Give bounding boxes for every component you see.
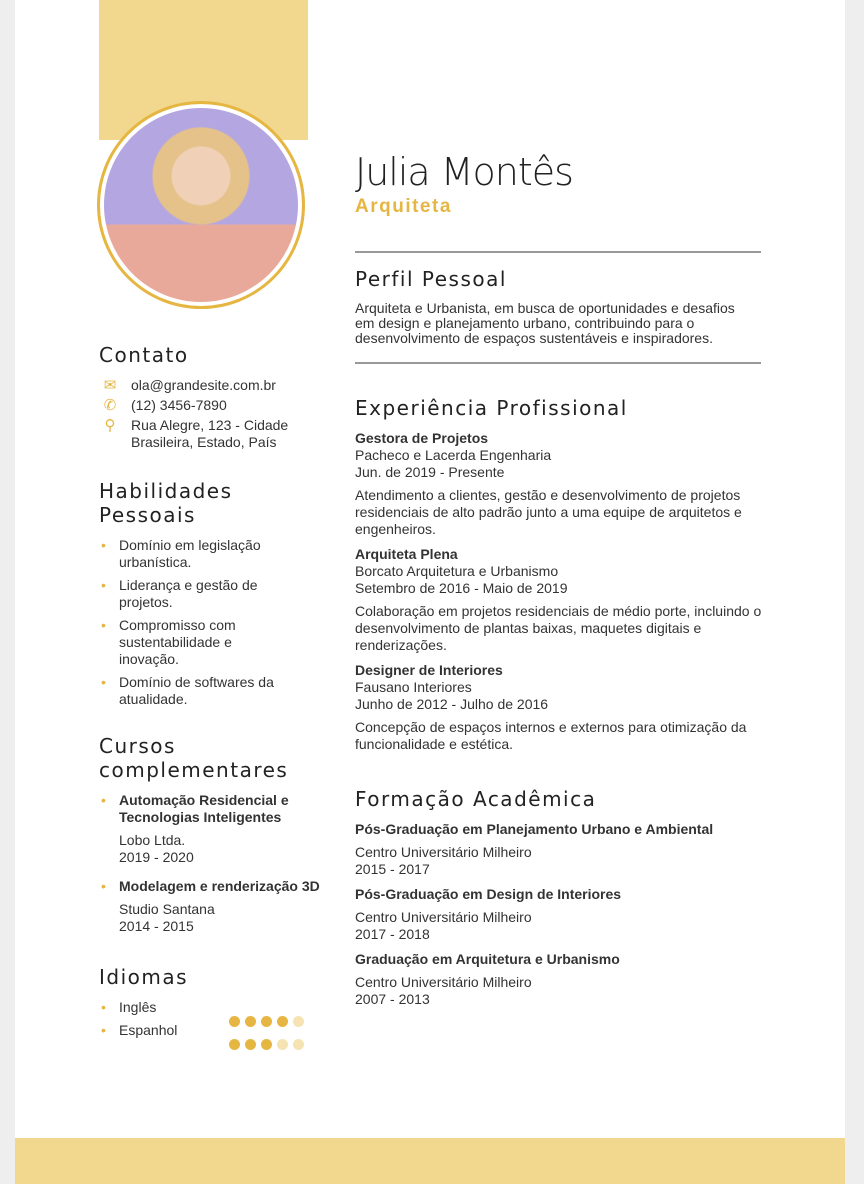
level-dot-filled (245, 1039, 256, 1050)
job-role: Arquiteta Plena (355, 546, 458, 562)
course-item (99, 792, 329, 866)
courses-title: Cursos complementares (99, 734, 289, 782)
languages-title: Idiomas (99, 965, 189, 989)
phone-text: (12) 3456-7890 (131, 397, 227, 413)
divider (355, 251, 761, 253)
job-company: Fausano Interiores (355, 679, 472, 695)
experience-title: Experiência Profissional (355, 396, 628, 420)
job-period: Junho de 2012 - Julho de 2016 (355, 696, 549, 712)
language-name: Espanhol (119, 1022, 178, 1038)
job-role: Gestora de Projetos (355, 430, 489, 446)
person-name: Julia Montês (355, 150, 573, 194)
contact-address (99, 417, 329, 451)
education-item (355, 951, 765, 1008)
years: 2015 - 2017 (355, 861, 430, 877)
course-place: Studio Santana (119, 901, 215, 917)
course-years: 2019 - 2020 (119, 849, 194, 865)
course-years: 2014 - 2015 (119, 918, 194, 934)
experience-item (355, 662, 765, 753)
job-desc: Concepção de espaços internos e externos para otimização da funcionalidade e estética. (355, 719, 747, 752)
job-desc: Colaboração em projetos residenciais de médio porte, incluindo o desenvolvimento de plantas baixas, maquetes digitais e renderizações. (355, 603, 762, 653)
job-role: Designer de Interiores (355, 662, 503, 678)
skill-item: • Domínio de softwares da atualidade. (99, 674, 289, 708)
profile-text: Arquiteta e Urbanista, em busca de oportunidades e desafios em design e planejamento urbano, contribuindo para o desenvolvimento de espaços sustentáveis e inspiradores. (355, 300, 735, 346)
sidebar (99, 343, 329, 1045)
education-item (355, 886, 765, 943)
footer-bar (15, 1138, 845, 1184)
level-dot-empty (277, 1039, 288, 1050)
experience-item (355, 546, 765, 654)
years: 2017 - 2018 (355, 926, 430, 942)
course-place: Lobo Ltda. (119, 832, 186, 848)
skill-item: • Compromisso com sustentabilidade e inovação. (99, 617, 289, 668)
divider (355, 362, 761, 364)
job-period: Setembro de 2016 - Maio de 2019 (355, 580, 568, 596)
experience-item (355, 430, 765, 538)
education-list (355, 821, 765, 1008)
level-dot-filled (261, 1039, 272, 1050)
skill-item: • Domínio em legislação urbanística. (99, 537, 289, 571)
years: 2007 - 2013 (355, 991, 430, 1007)
language-name: Inglês (119, 999, 157, 1015)
person-role: Arquiteta (355, 196, 452, 217)
level-dot-filled (229, 1039, 240, 1050)
profile-photo (97, 101, 305, 309)
education-title: Formação Acadêmica (355, 787, 597, 811)
language-item (99, 1022, 329, 1039)
address-text: Rua Alegre, 123 - Cidade Brasileira, Estado, País (131, 417, 289, 450)
degree: Graduação em Arquitetura e Urbanismo (355, 951, 620, 967)
school: Centro Universitário Milheiro (355, 909, 532, 925)
skills-title: Habilidades Pessoais (99, 479, 233, 527)
education-item (355, 821, 765, 878)
course-item (99, 878, 329, 935)
level-dot-empty (293, 1039, 304, 1050)
contact-title: Contato (99, 343, 189, 367)
level-dots (229, 1039, 304, 1050)
school: Centro Universitário Milheiro (355, 974, 532, 990)
course-name: • Automação Residencial e Tecnologias Inteligentes (119, 792, 289, 825)
degree: Pós-Graduação em Planejamento Urbano e Ambiental (355, 821, 714, 837)
email-text: ola@grandesite.com.br (131, 377, 276, 393)
location-pin-icon: ⚲ (104, 417, 116, 434)
job-period: Jun. de 2019 - Presente (355, 464, 505, 480)
main-content (355, 150, 765, 1008)
degree: Pós-Graduação em Design de Interiores (355, 886, 622, 902)
experience-list (355, 430, 765, 753)
language-item (99, 999, 329, 1016)
skill-item: • Liderança e gestão de projetos. (99, 577, 289, 611)
job-company: Borcato Arquitetura e Urbanismo (355, 563, 559, 579)
job-desc: Atendimento a clientes, gestão e desenvolvimento de projetos residenciais de alto padrão junto a uma equipe de arquitetos e engenheiros. (355, 487, 742, 537)
contact-email (99, 377, 329, 394)
mail-icon: ✉ (103, 377, 117, 394)
contact-phone (99, 397, 329, 414)
profile-title: Perfil Pessoal (355, 267, 507, 291)
school: Centro Universitário Milheiro (355, 844, 532, 860)
course-name: • Modelagem e renderização 3D (119, 878, 320, 894)
phone-icon: ✆ (103, 397, 117, 414)
job-company: Pacheco e Lacerda Engenharia (355, 447, 552, 463)
